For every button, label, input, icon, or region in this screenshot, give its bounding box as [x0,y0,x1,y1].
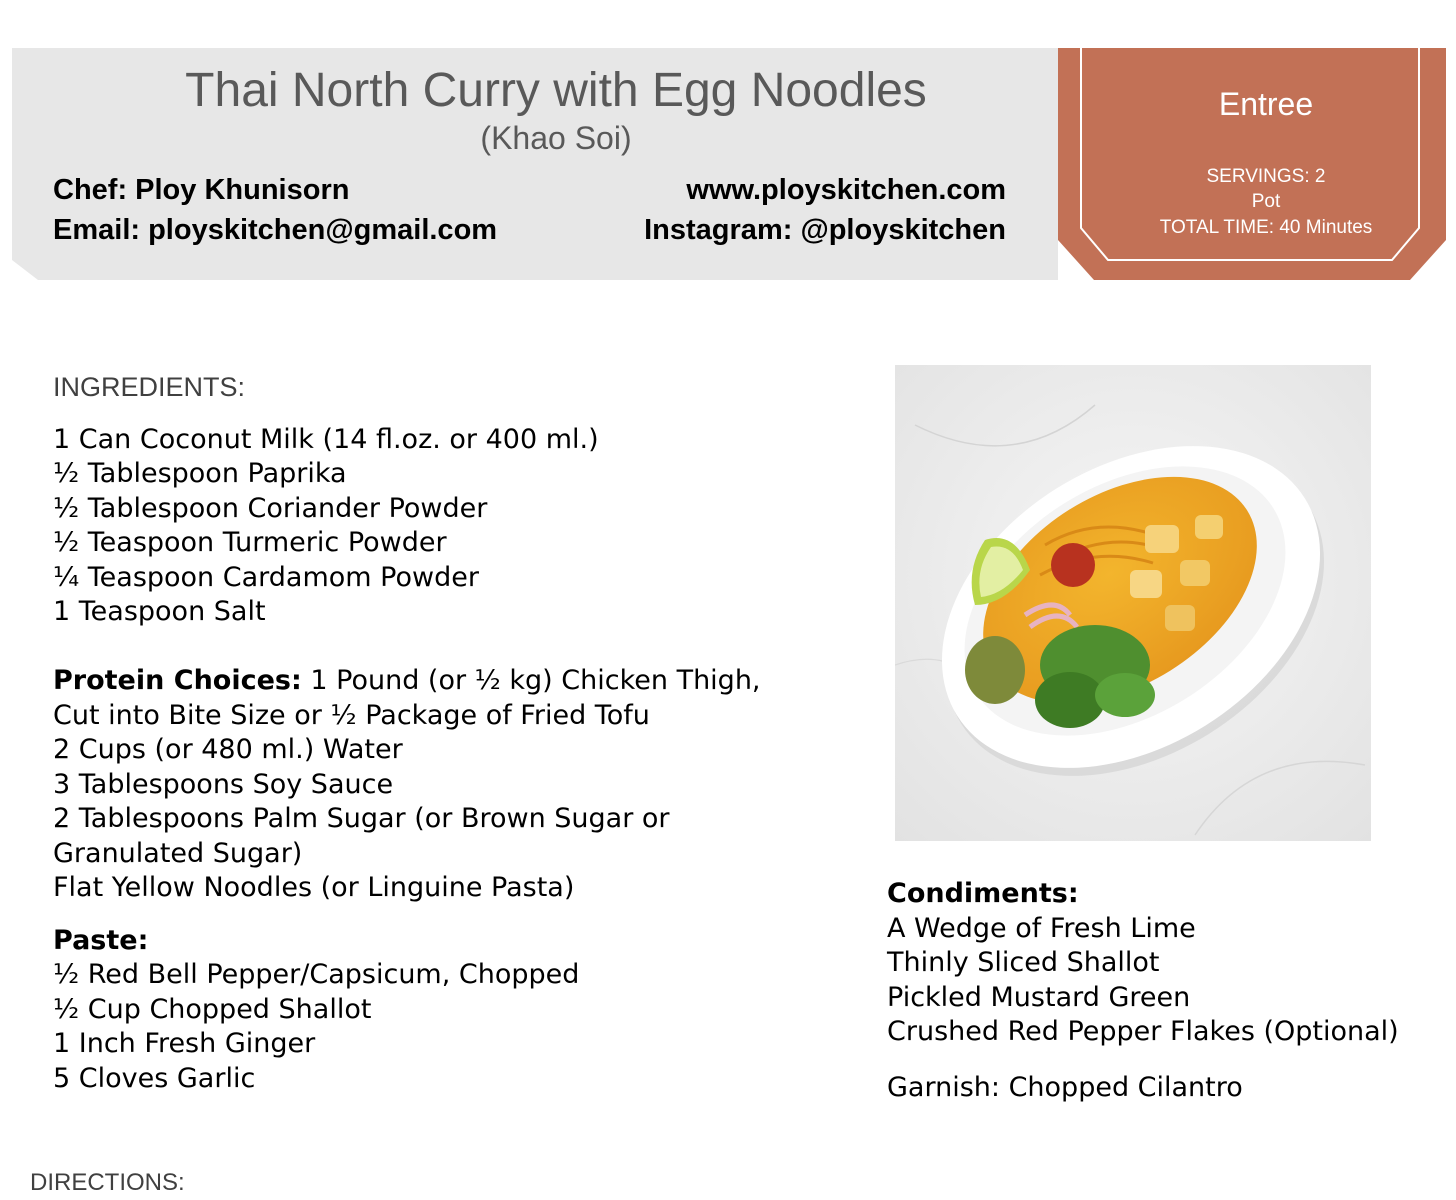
chef-name: Chef: Ploy Khunisorn [53,174,350,206]
website-link[interactable]: www.ployskitchen.com [686,174,1006,206]
protein-choices-line [53,664,761,698]
servings-count: SERVINGS: 2 [1206,166,1326,187]
instagram-handle[interactable]: Instagram: @ployskitchen [644,214,1006,246]
condiments-label-text: Condiments: [887,878,1079,909]
ingredient-line: 1 Teaspoon Salt [53,596,266,627]
condiment-item: Pickled Mustard Green [887,982,1191,1013]
total-time: TOTAL TIME: 40 Minutes [1159,217,1373,238]
category-name: Entree [1218,86,1314,122]
ingredient-line: ½ Tablespoon Coriander Powder [53,493,488,524]
ingredient-line: Granulated Sugar) [53,838,303,869]
ingredient-line: ½ Teaspoon Turmeric Powder [53,527,447,558]
ingredient-line: Flat Yellow Noodles (or Linguine Pasta) [53,872,575,903]
ingredient-line: ½ Tablespoon Paprika [53,458,347,489]
recipe-subtitle: (Khao Soi) [480,120,632,156]
paste-label [53,924,148,958]
ingredient-line: 3 Tablespoons Soy Sauce [53,769,394,800]
ingredient-line: ¼ Teaspoon Cardamom Powder [53,562,479,593]
condiment-item: A Wedge of Fresh Lime [887,913,1196,944]
dish-photo [895,365,1371,841]
paste-line: ½ Cup Chopped Shallot [53,994,372,1025]
paste-line: ½ Red Bell Pepper/Capsicum, Chopped [53,959,580,990]
recipe-title: Thai North Curry with Egg Noodles [185,64,927,117]
ingredient-line: 2 Cups (or 480 ml.) Water [53,734,403,765]
paste-label-text: Paste: [53,925,149,956]
ingredient-line: Cut into Bite Size or ½ Package of Fried Tofu [53,700,650,731]
protein-choices-text: 1 Pound (or ½ kg) Chicken Thigh, [301,665,761,696]
directions-heading: DIRECTIONS: [30,1169,185,1196]
ingredients-heading: INGREDIENTS: [53,372,246,402]
condiment-item: Crushed Red Pepper Flakes (Optional) [887,1016,1399,1047]
condiment-item: Thinly Sliced Shallot [887,947,1160,978]
garnish-line: Garnish: Chopped Cilantro [887,1072,1243,1103]
ingredient-line: 2 Tablespoons Palm Sugar (or Brown Sugar or [53,803,670,834]
paste-line: 1 Inch Fresh Ginger [53,1028,316,1059]
protein-choices-label: Protein Choices: [53,665,302,696]
equipment-label: Pot [1251,191,1281,212]
chef-email: Email: ployskitchen@gmail.com [53,214,498,246]
paste-line: 5 Cloves Garlic [53,1063,256,1094]
condiments-label [887,877,1079,911]
ingredient-line: 1 Can Coconut Milk (14 fl.oz. or 400 ml.) [53,424,599,455]
